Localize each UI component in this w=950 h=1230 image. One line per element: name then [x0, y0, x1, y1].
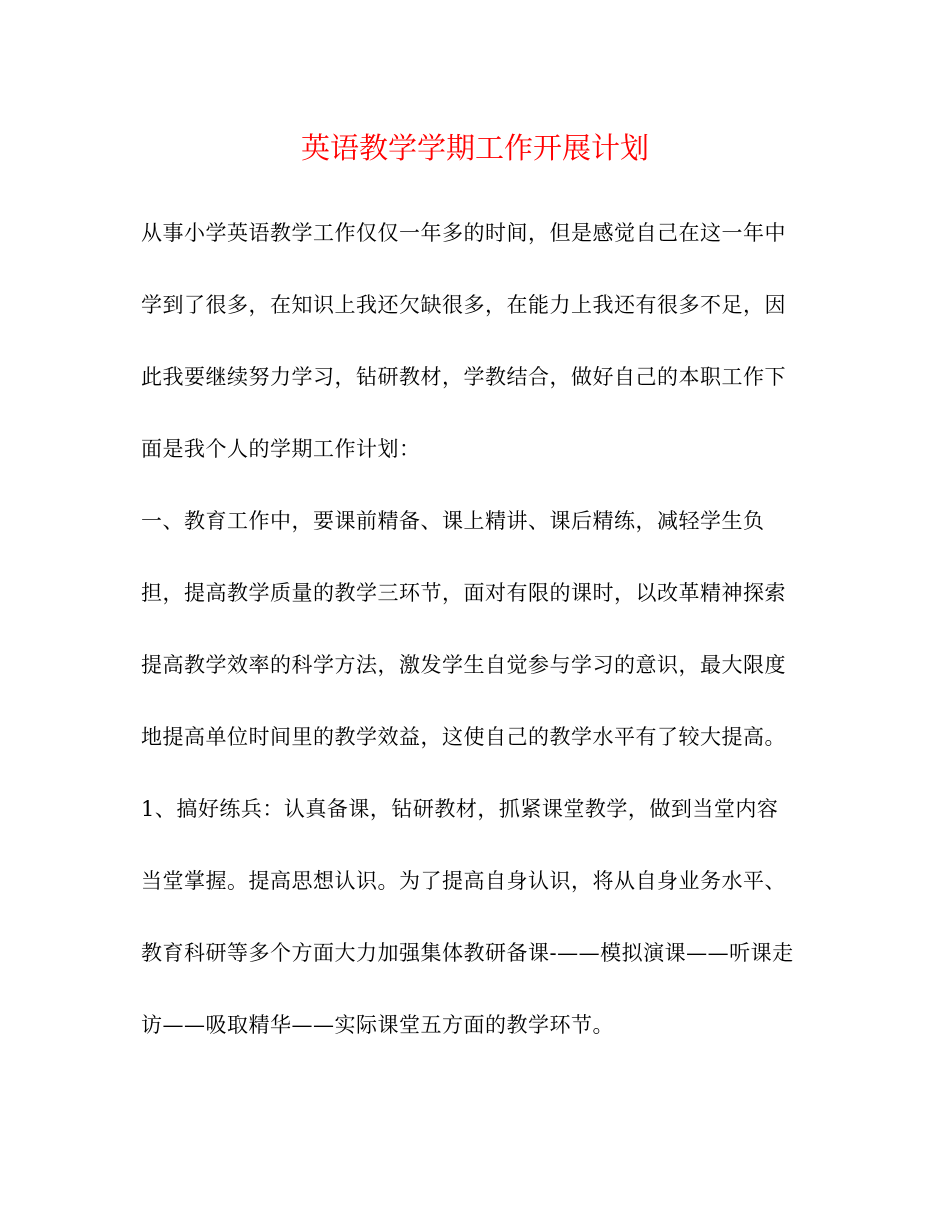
paragraph-line-7: 提高教学效率的科学方法，激发学生自觉参与学习的意识，最大限度 [141, 653, 786, 677]
paragraph-line-11: 教育科研等多个方面大力加强集体教研备课-——模拟演课——听课走 [141, 941, 794, 965]
paragraph-line-12: 访——吸取精华——实际课堂五方面的教学环节。 [141, 1013, 614, 1037]
paragraph-line-9: 1、搞好练兵：认真备课，钻研教材，抓紧课堂教学，做到当堂内容 [141, 797, 779, 821]
paragraph-line-4: 面是我个人的学期工作计划： [141, 437, 421, 461]
document-title: 英语教学学期工作开展计划 [300, 131, 649, 165]
paragraph-line-8: 地提高单位时间里的教学效益，这使自己的教学水平有了较大提高。 [141, 725, 786, 749]
paragraph-line-2: 学到了很多，在知识上我还欠缺很多，在能力上我还有很多不足，因 [141, 293, 786, 317]
paragraph-line-1: 从事小学英语教学工作仅仅一年多的时间，但是感觉自己在这一年中 [141, 221, 786, 245]
paragraph-line-10: 当堂掌握。提高思想认识。为了提高自身认识，将从自身业务水平、 [141, 869, 786, 893]
paragraph-line-6: 担，提高教学质量的教学三环节，面对有限的课时，以改革精神探索 [141, 581, 786, 605]
paragraph-line-5: 一、教育工作中，要课前精备、课上精讲、课后精练，减轻学生负 [141, 509, 765, 533]
paragraph-line-3: 此我要继续努力学习，钻研教材，学教结合，做好自己的本职工作下 [141, 365, 786, 389]
